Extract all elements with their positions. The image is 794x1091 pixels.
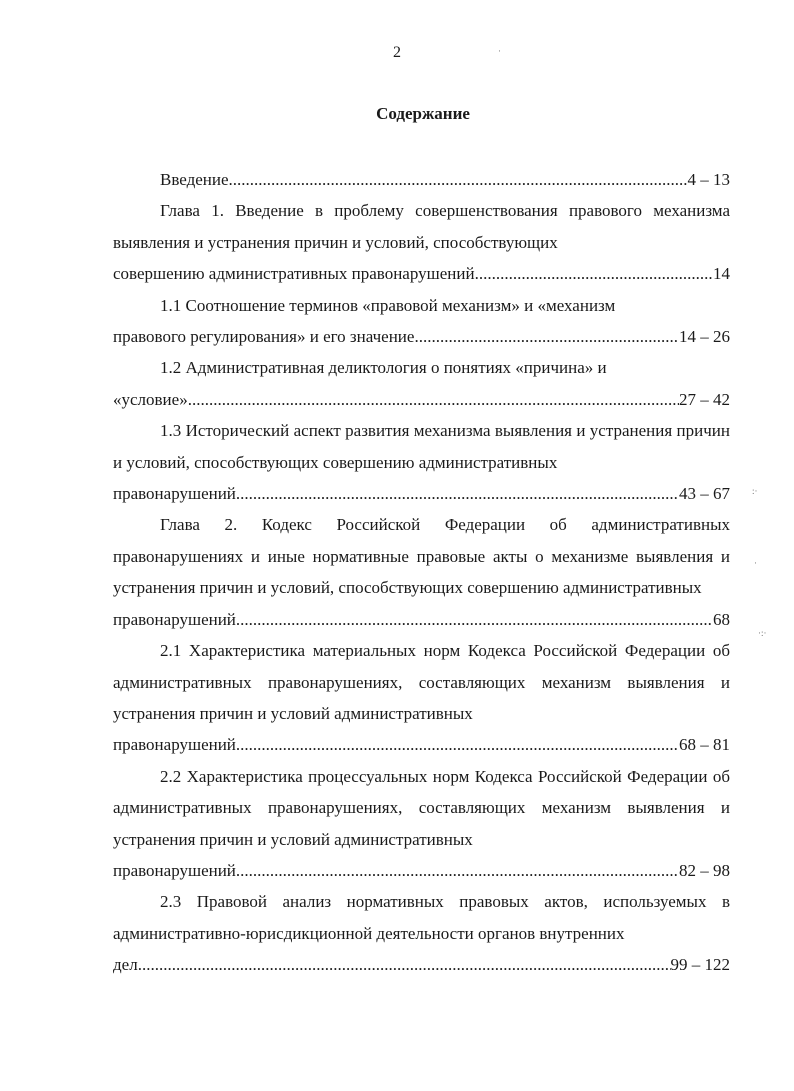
toc-entry-chapter-1	[113, 195, 730, 289]
table-of-contents	[113, 164, 730, 981]
toc-entry-heading: 2.2 Характеристика процессуальных норм Кодекса Российской Федерации об административных правонарушениях, составляющих механизм выявления и устранения причин и условий административных	[113, 766, 730, 849]
toc-entry-heading: Глава 1. Введение в проблему совершенствования правового механизма выявления и устранения причин и условий, способствующих	[113, 201, 730, 252]
toc-entry-line	[113, 384, 730, 415]
toc-entry-chapter-2	[113, 509, 730, 635]
toc-entry-heading: 1.3 Исторический аспект развития механизма выявления и устранения причин и условий, способствующих совершению административных	[113, 421, 730, 472]
dot-leader	[414, 321, 679, 352]
toc-page-range: 14	[713, 264, 730, 284]
toc-entry-text: Введение	[160, 170, 229, 189]
toc-page-range: 4 – 13	[687, 170, 730, 189]
toc-page-range: 99 – 122	[670, 955, 730, 975]
toc-entry-section-2-3	[113, 886, 730, 980]
toc-entry-text: «условие»	[113, 389, 188, 409]
toc-entry-heading: 1.1 Соотношение терминов «правовой механизм» и «механизм	[160, 295, 616, 315]
dot-leader	[236, 855, 679, 886]
toc-entry-heading: 1.2 Административная деликтология о понятиях «причина» и	[160, 358, 607, 378]
dot-leader	[475, 258, 713, 289]
toc-entry-section-2-2	[113, 761, 730, 887]
toc-entry-text: правового регулирования» и его значение	[113, 327, 415, 347]
dot-leader	[188, 384, 679, 415]
dot-leader	[236, 604, 713, 635]
toc-page-range: 68	[713, 609, 730, 629]
toc-entry-introduction	[113, 164, 730, 195]
toc-entry-heading: 2.3 Правовой анализ нормативных правовых актов, используемых в административно-юрисдикционной деятельности органов внутренних	[113, 892, 730, 943]
toc-entry-section-1-1	[113, 290, 730, 353]
toc-entry-text: правонарушений	[113, 860, 236, 880]
toc-entry-text: правонарушений	[113, 735, 236, 755]
dot-leader	[138, 949, 671, 980]
toc-entry-heading: 2.1 Характеристика материальных норм Кодекса Российской Федерации об административных правонарушениях, составляющих механизм выявления и устранения причин и условий административных	[113, 641, 730, 723]
toc-entry-text: совершению административных правонарушений	[113, 264, 475, 284]
scan-speck: :·	[752, 486, 758, 496]
toc-entry-line	[113, 729, 730, 760]
toc-entry-line	[113, 478, 730, 509]
toc-entry-line	[113, 949, 730, 980]
dot-leader	[236, 729, 679, 760]
toc-page-range: 14 – 26	[679, 327, 730, 347]
toc-page-range: 43 – 67	[679, 484, 730, 504]
toc-page-range: 82 – 98	[679, 860, 730, 880]
toc-page-range: 27 – 42	[679, 389, 730, 409]
toc-entry-line	[113, 258, 730, 289]
scan-speck: ·	[498, 46, 501, 56]
scan-speck: ·	[754, 558, 757, 568]
toc-entry-line	[113, 164, 730, 195]
toc-entry-text: правонарушений	[113, 484, 236, 504]
toc-entry-section-2-1	[113, 635, 730, 761]
scan-speck: ·:·	[758, 628, 767, 638]
toc-entry-section-1-2	[113, 352, 730, 415]
toc-entry-line	[113, 321, 730, 352]
toc-entry-section-1-3	[113, 415, 730, 509]
toc-entry-line	[113, 604, 730, 635]
page-number: 2	[393, 44, 401, 61]
dot-leader	[229, 164, 688, 195]
toc-entry-text: правонарушений	[113, 609, 236, 629]
dot-leader	[236, 478, 679, 509]
toc-entry-line	[113, 855, 730, 886]
page-title: Содержание	[376, 104, 470, 123]
toc-page-range: 68 – 81	[679, 735, 730, 755]
toc-entry-text: дел	[113, 955, 138, 975]
toc-entry-heading: Глава 2. Кодекс Российской Федерации об административных правонарушениях и иные нормативные правовые акты о механизме выявления и устранения причин и условий, способствующих совершению административных	[113, 515, 730, 598]
